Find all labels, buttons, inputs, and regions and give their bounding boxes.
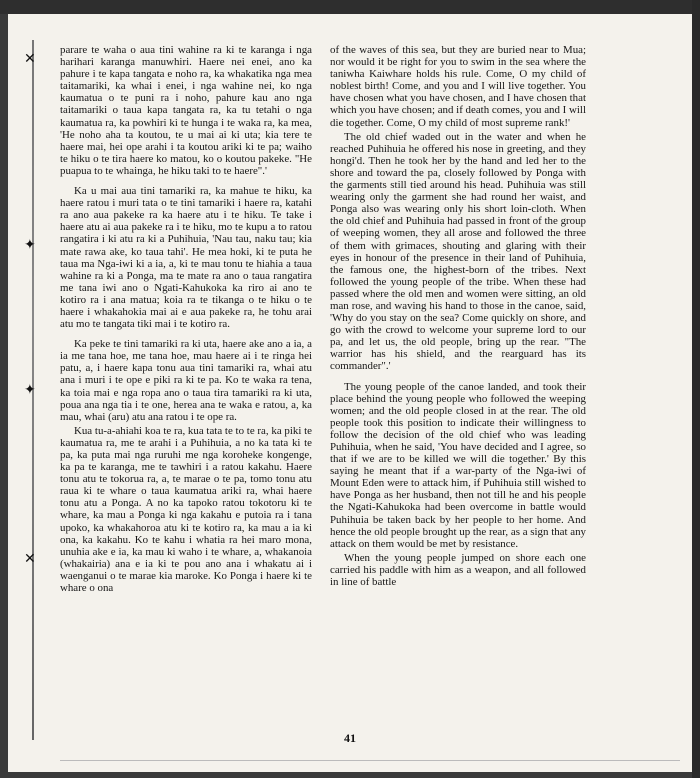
paragraph: Ka peke te tini tamariki ra ki uta, haere ake ano a ia, a ia me tana hoe, me tana hoe, mau haere ai i te ringa hei patu, a, i haere kapa tonu aua tini tamariki ra, whai atu ana i muri i te ope e piki ra ki te pa. Ko te waka ra tena, ka toia mai e nga ropa ano o taua tira tamariki ra ki uta, poua ana nga tia i te one, herea ana te waka e ratou, a, ka mau, whai (aru) atu ana ratou i te ope ra. — [60, 338, 312, 423]
english-text-column — [330, 44, 586, 596]
scan-border-right — [692, 0, 700, 778]
page-bottom-edge — [60, 760, 680, 761]
page-number: 41 — [344, 731, 356, 745]
binding-stitch-icon: ✦ — [24, 382, 36, 398]
paragraph: Ka u mai aua tini tamariki ra, ka mahue te hiku, ka haere ratou i muri tata o te tini tamariki i haere ra, katahi ra ano aua pakeke ra ka haere atu i te hiku. Te take i haere atu ai aua pakeke ra i te hiku, mo te kupu a to ratou rangatira i ki atu ra ki a Puhihuia, 'Nau tau, naku tau; kia mate rawa ake, ko taua tahi'. He mea hoki, ki te puta he taua ma Nga-iwi ki a ia, a, ki te mau tonu te hiahia a taua wahine ra ki a Ponga, ma te mate ra ano o taua rangatira me tana iwi ano o Ngati-Kahukoka ka riro ai ano te kotiro ra i ana matua; koia ra te tikanga o te hiku o te haere i whakahokia mai ai e aua pakeke ra, he tohu arai atu mo te tangata tiki mai i te kotiro ra. — [60, 185, 312, 331]
paragraph: parare te waha o aua tini wahine ra ki te karanga i nga harihari karanga manuwhiri. Haere nei enei, ano ka pahure i te kapa tangata e noho ra, ka whakatika nga mea taitamariki, ka whai i enei, i nga wahine nei, ko nga kaumatua o te puni ra i noho, pahure kau ano nga taitamariki o taua kapa tangata ra, ka tu tetahi o nga kaumatua ra, ka powhiri ki te hunga i te waka ra, ka mea, 'He noho aha ta koutou, te u mai ai ki uta; kia tere te haere mai, hei ope arahi i ta koutou ariki ki te pa; waiho te hiku o te tira haere ko matou, ko o koutou pakeke. "He puapua to te whainga, he hiku taki to te haere".' — [60, 44, 312, 177]
paragraph: When the young people jumped on shore each one carried his paddle with him as a weapon, and all followed in line of battle — [330, 551, 586, 589]
maori-text-column — [60, 44, 312, 602]
scan-border-top — [0, 0, 700, 14]
paragraph: of the waves of this sea, but they are buried near to Mua; nor would it be right for you to swim in the sea where the taniwha Kaiwhare holds his rule. Come, O my child of noblest birth! Come, and you and I will live together. You have chosen what you have chosen, and I have chosen that which you have chosen; and if death comes, you and I will die together. Come, O my child of most supreme rank!' — [330, 44, 586, 129]
paragraph: Kua tu-a-ahiahi koa te ra, kua tata te to te ra, ka piki te kaumatua ra, me te arahi i a Puhihuia, a no ka tata ki te pa, ka puta mai nga ruruhi me nga koroheke kongenge, ka pa te karanga, me te tawhiri i a ratou kakahu. Haere tonu atu te tokorua ra, a, te marae o te pa, tomo tonu atu raua ki te whare o taua kaumatua ariki ra, whai haere tonu atu a Ponga. A no ka tapoko ratou tokotoru ki te whare, ka mau a Ponga ki nga kakahu e putoia ra i tana upoko, ka whakahoroa atu ki te kotiro ra, ka mau a ia ki ona, ka kakahu. Ko te kahu i whatia ra hei maro mona, unuhia ake e ia, ka mau ki waho i te whare, a, whakanoia (whakairia) ana e ia ki te pou ano ana i whakatu ai i waenganui o te marae kia maroke. Ko Ponga i haere ki te whare o ona — [60, 424, 312, 595]
binding-stitch-icon: ✦ — [24, 237, 36, 253]
binding-stitch-icon: ✕ — [24, 551, 36, 567]
paragraph: The young people of the canoe landed, and took their place behind the young people who followed the weeping women; and the old people closed in at the rear. The old people took this position to indicate their willingness to follow the decision of the old chief who was leading Puhihuia, when he said, 'You have decided and I agree, so that if we are to be killed we will die together.' By this saying he meant that if a war-party of the Nga-iwi of Mount Eden were to attack him, if Puhihuia still wished to have Ponga as her husband, then not till he and his people the Ngati-Kahukoka had been overcome in battle would Puhihuia be taken back by her people to her home. And hence the old people brought up the rear, as a sign that any attack on them would be met by resistance. — [330, 380, 586, 550]
binding-stitch-icon: ✕ — [24, 51, 36, 67]
paragraph: The old chief waded out in the water and when he reached Puhihuia he offered his nose in greeting, and they hongi'd. Then he took her by the hand and led her to the shore and toward the pa, closely followed by Ponga with the garments still tied around his head. Puhihuia was still wearing only the garment she had round her waist, and Ponga also was wearing only his short loin-cloth. When the old chief and Puhihuia had passed in front of the group of weeping women, they all arose and followed the three of them with grimaces, shouting and glaring with their eyes in honour of the presence in their land of Puhihuia, the famous one, the highest-born of the tribes. Next followed the young people of the tribe. When these had passed where the old men and women were sitting, an old man rose, and waving his hand to those in the canoe, said, 'Why do you stay on the sea? Come quickly on shore, and go with the crowd to welcome your supreme lord to our pa, and let us, the old people, bring up the rear. "The warrior has his shield, and the rearguard has its commander".' — [330, 130, 586, 373]
